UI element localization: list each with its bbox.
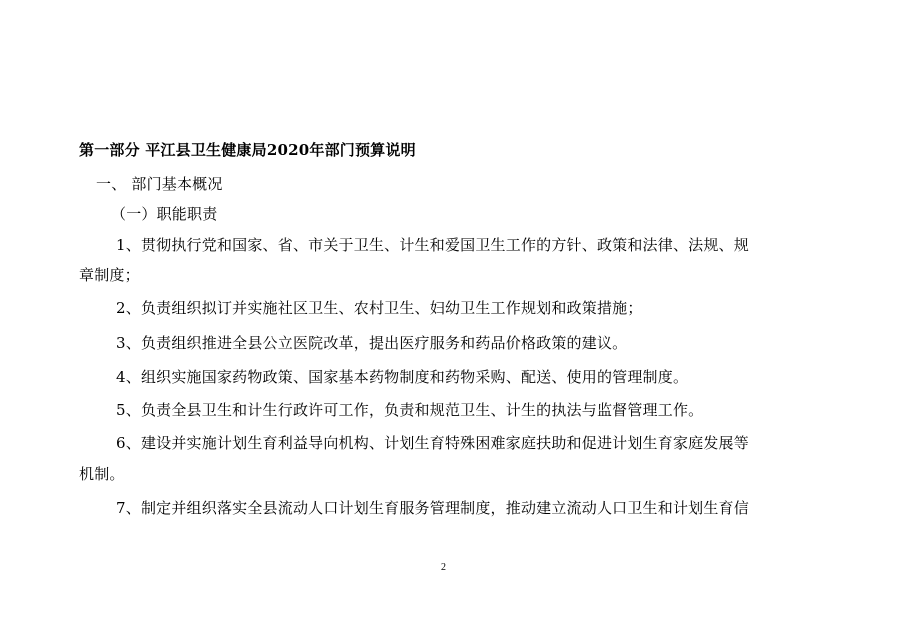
paragraph-line: 3、负责组织推进全县公立医院改革，提出医疗服务和药品价格政策的建议。 <box>116 334 628 352</box>
paragraph-line: 机制。 <box>79 465 125 483</box>
paragraph-line: 7、制定并组织落实全县流动人口计划生育服务管理制度，推动建立流动人口卫生和计划生育信 <box>116 499 749 517</box>
paragraph-line: 5、负责全县卫生和计生行政许可工作，负责和规范卫生、计生的执法与监督管理工作。 <box>116 401 704 419</box>
paragraph-line: 6、建设并实施计划生育利益导向机构、计划生育特殊困难家庭扶助和促进计划生育家庭发展等 <box>116 434 749 452</box>
paragraph-line: 4、组织实施国家药物政策、国家基本药物制度和药物采购、配送、使用的管理制度。 <box>116 368 689 386</box>
paragraph-line: 2、负责组织拟订并实施社区卫生、农村卫生、妇幼卫生工作规划和政策措施； <box>116 299 643 317</box>
paragraph-line: 章制度； <box>79 266 140 284</box>
document-heading: 第一部分 平江县卫生健康局2020年部门预算说明 <box>79 141 416 159</box>
section-title: 一、 部门基本概况 <box>96 175 223 193</box>
subsection-title: （一）职能职责 <box>111 205 218 223</box>
paragraph-line: 1、贯彻执行党和国家、省、市关于卫生、计生和爱国卫生工作的方针、政策和法律、法规、规 <box>116 236 749 254</box>
page-number: 2 <box>441 562 446 573</box>
